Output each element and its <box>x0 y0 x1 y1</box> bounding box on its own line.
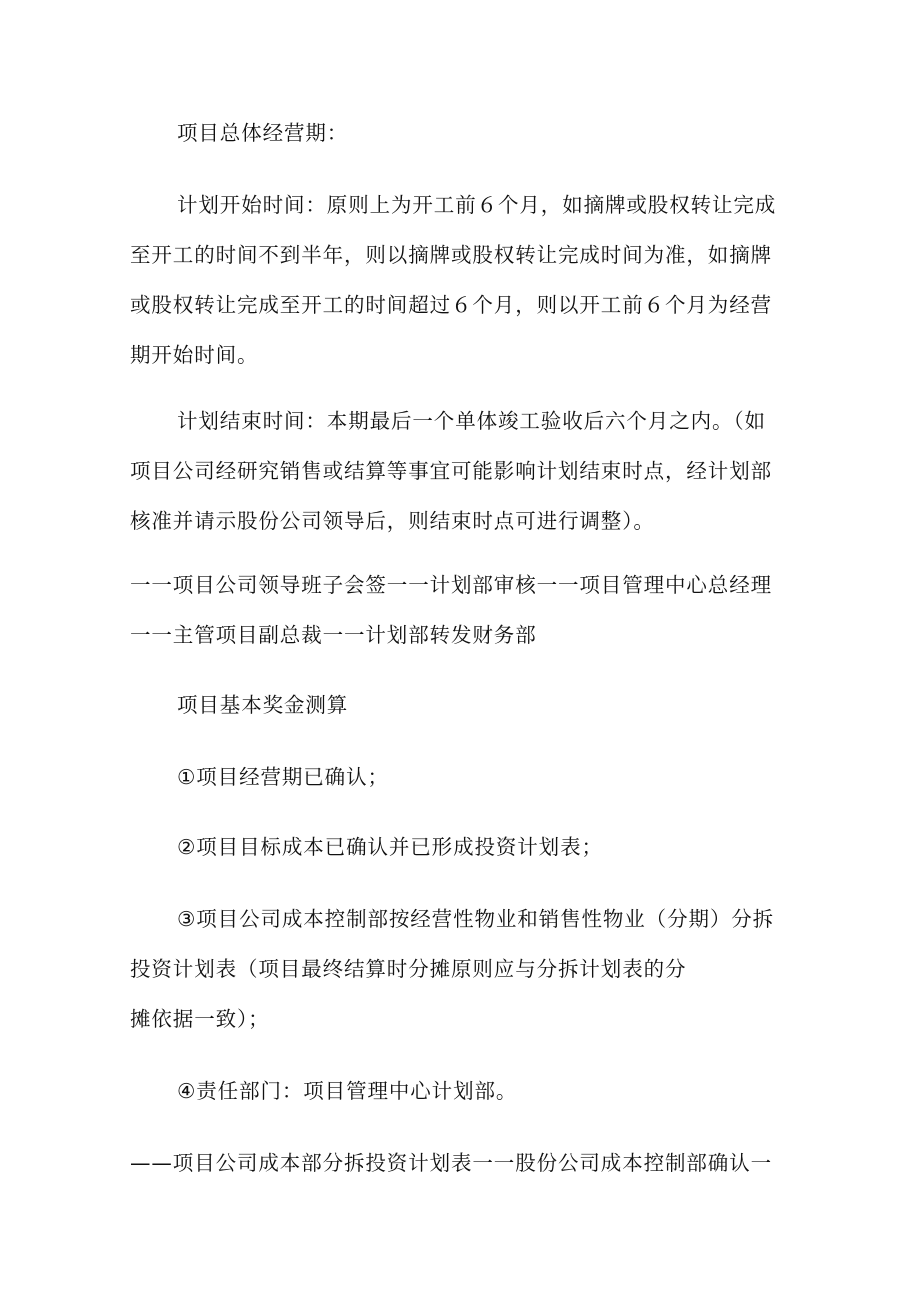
paragraph-item-1 <box>130 752 795 802</box>
paragraph-line: 摊依据一致）； <box>130 1007 270 1031</box>
paragraph-line: 一一项目公司领导班子会签一一计划部审核一一项目管理中心总经理 <box>130 573 772 597</box>
paragraph-item-3 <box>130 894 795 1044</box>
paragraph-line: 计划结束时间：本期最后一个单体竣工验收后六个月之内。（如 <box>177 409 766 433</box>
paragraph-line: 核准并请示股份公司领导后，则结束时点可进行调整）。 <box>130 509 655 533</box>
paragraph-cost-flow <box>130 1138 795 1188</box>
paragraph-line: 至开工的时间不到半年，则以摘牌或股权转让完成时间为准，如摘牌 <box>130 243 772 267</box>
paragraph-line: ①项目经营期已确认； <box>177 765 389 789</box>
paragraph-plan-start-time <box>130 180 795 380</box>
paragraph-line: 项目公司经研究销售或结算等事宜可能影响计划结束时点，经计划部 <box>130 459 772 483</box>
paragraph-line: 投资计划表（项目最终结算时分摊原则应与分拆计划表的分 <box>130 957 687 981</box>
paragraph-line: ③项目公司成本控制部按经营性物业和销售性物业（分期）分拆 <box>177 907 775 931</box>
paragraph-line: ④责任部门：项目管理中心计划部。 <box>177 1079 518 1103</box>
paragraph-line: 一一主管项目副总裁一一计划部转发财务部 <box>130 623 537 647</box>
paragraph-line: ②项目目标成本已确认并已形成投资计划表； <box>177 835 603 859</box>
paragraph-line: 项目总体经营期： <box>177 121 349 145</box>
paragraph-plan-end-time <box>130 396 795 546</box>
paragraph-approval-flow <box>130 560 795 660</box>
paragraph-line: 计划开始时间：原则上为开工前６个月，如摘牌或股权转让完成 <box>177 193 777 217</box>
paragraph-item-2 <box>130 822 795 872</box>
paragraph-bonus-heading <box>130 680 795 730</box>
paragraph-operation-period-heading <box>130 108 795 158</box>
paragraph-line: 或股权转让完成至开工的时间超过６个月，则以开工前６个月为经营 <box>130 293 772 317</box>
paragraph-line: ——项目公司成本部分拆投资计划表一一股份公司成本控制部确认一 <box>130 1151 772 1175</box>
paragraph-line: 期开始时间。 <box>130 343 259 367</box>
paragraph-item-4 <box>130 1066 795 1116</box>
paragraph-line: 项目基本奖金测算 <box>177 693 349 717</box>
